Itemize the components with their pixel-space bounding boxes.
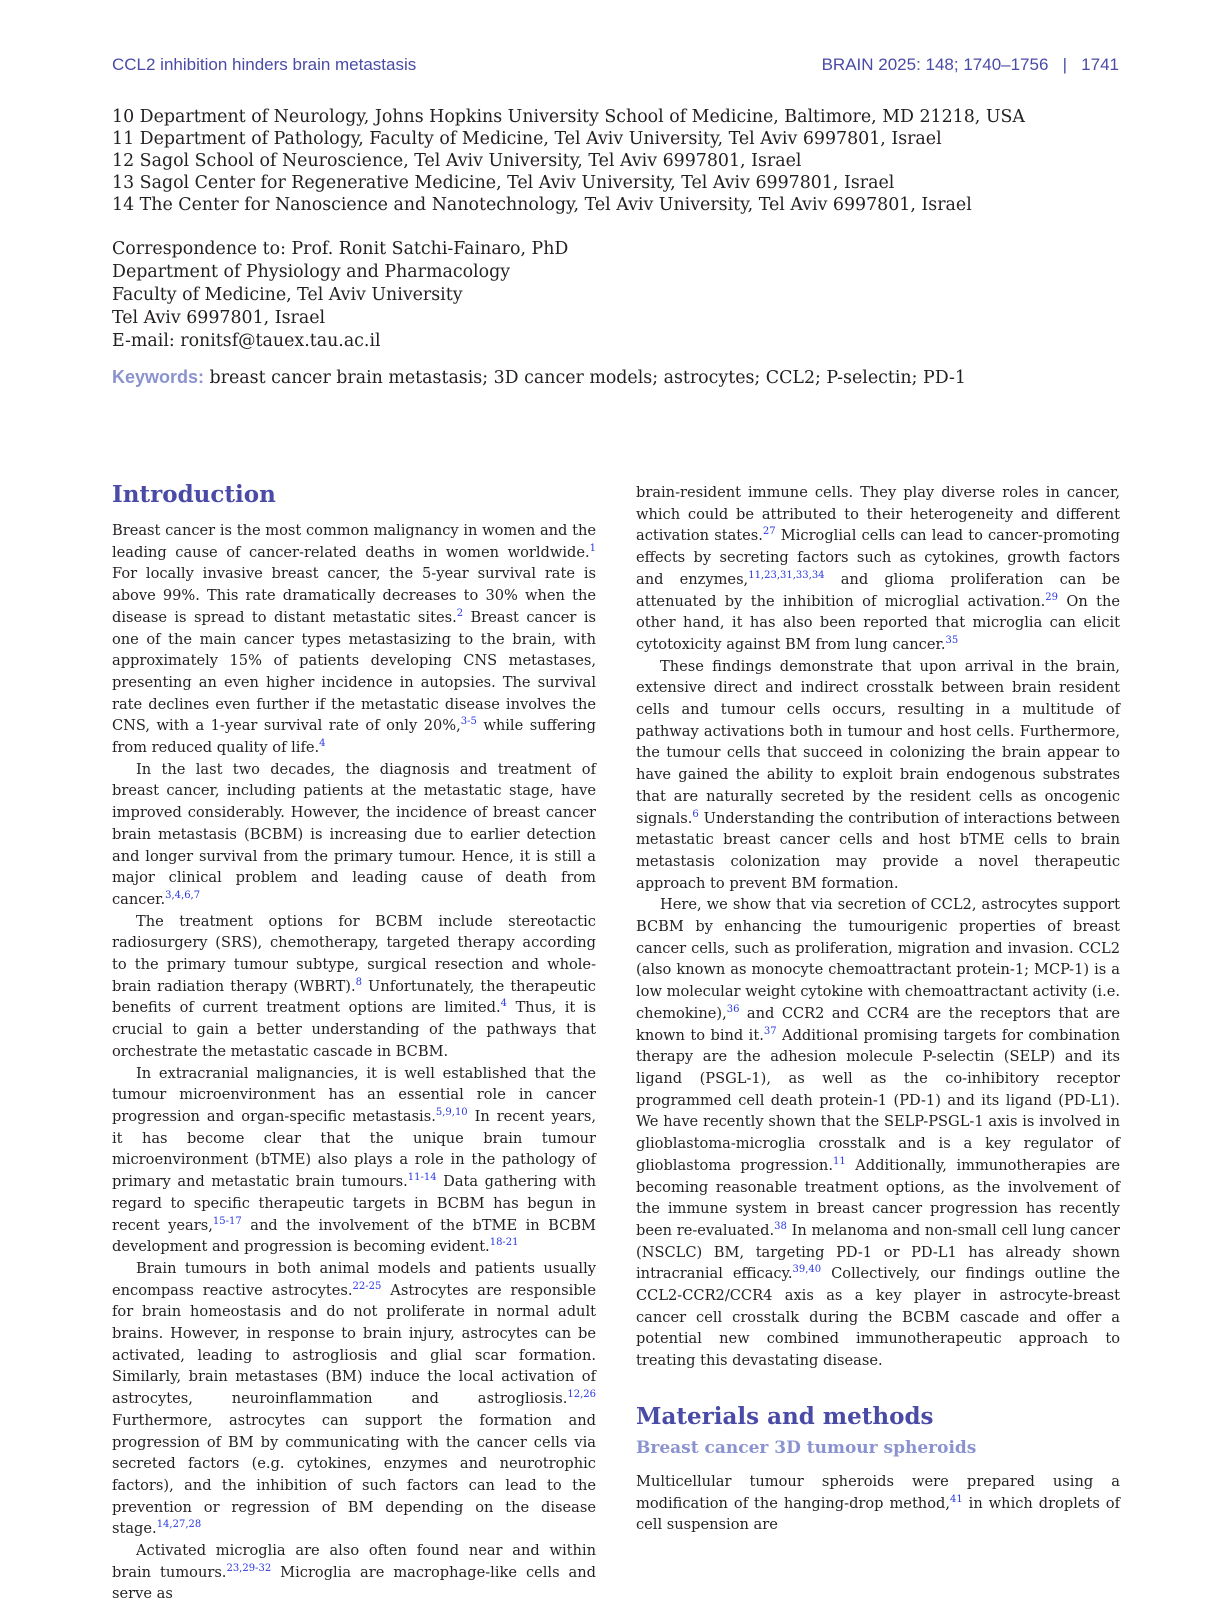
reference-link[interactable]: 12,26	[567, 1389, 596, 1401]
affiliation-line: 12 Sagol School of Neuroscience, Tel Aviv University, Tel Aviv 6997801, Israel	[112, 151, 802, 171]
introduction-heading: Introduction	[112, 481, 276, 508]
reference-link[interactable]: 11-14	[407, 1172, 437, 1184]
spheroids-subheading: Breast cancer 3D tumour spheroids	[636, 1437, 977, 1458]
reference-link[interactable]: 15-17	[212, 1215, 242, 1227]
affiliations-block	[112, 106, 1119, 216]
reference-link[interactable]: 4	[500, 998, 508, 1010]
reference-link[interactable]: 4	[319, 738, 326, 750]
intro-paragraph: Breast cancer is the most common malignancy in women and the leading cause of cancer-related deaths in women worldwide.$^1$ For locally invasive breast cancer, the 5-year survival rate is above 99%. This rate dramatically decreases to 30% when the disease is spread to distant metastatic sites.$^2$ Breast cancer is one of the main cancer types metastasizing to the brain, with approximately 15% of patients developing CNS metastases, presenting an even higher incidence in autopsies. The survival rate declines even further if the metastatic disease involves the CNS, with a 1-year survival rate of only 20%,$^{3-5}$ while suffering from reduced quality of life.$^4$	[112, 522, 596, 757]
keywords-text: breast cancer brain metastasis; 3D cancer models; astrocytes; CCL2; P-selectin; PD-1	[204, 368, 966, 388]
intro-paragraph: In extracranial malignancies, it is well established that the tumour microenvironment has an essential role in cancer progression and organ-specific metastasis.$^{5,9,10}$ In recent years, it has become clear that the unique brain tumour microenvironment (bTME) also plays a role in the pathology of primary and metastatic brain tumours.$^{11-14}$ Data gathering with regard to specific therapeutic targets in BCBM has begun in recent years,$^{15-17}$ and the involvement of the bTME in BCBM development and progression is becoming evident.$^{18-21}$	[112, 1064, 597, 1256]
intro-paragraph: Brain tumours in both animal models and patients usually encompass reactive astrocytes.$^{22-25}$ Astrocytes are responsible for brain homeostasis and do not proliferate in normal adult brains. However, in response to brain injury, astrocytes can be activated, leading to astrogliosis and glial scar formation. Similarly, brain metastases (BM) induce the local activation of astrocytes, neuroinflammation and astrogliosis.$^{12,26}$ Furthermore, astrocytes can support the formation and progression of BM by communicating with the cancer cells via secreted factors (e.g. cytokines, enzymes and neurotrophic factors), and the inhibition of such factors can lead to the prevention or regression of BM depending on the disease stage.$^{14,27,28}$	[112, 1259, 596, 1538]
keywords-label: Keywords:	[112, 367, 205, 387]
methods-paragraph: Multicellular tumour spheroids were prepared using a modification of the hanging-drop method,$^{41}$ in which droplets of cell suspension are	[636, 1472, 1120, 1534]
reference-link[interactable]: 8	[355, 976, 363, 988]
correspondence-line: Correspondence to: Prof. Ronit Satchi-Fainaro, PhD	[112, 239, 569, 259]
reference-link[interactable]: 11,23,31,33,34	[748, 569, 825, 581]
reference-link[interactable]: 14,27,28	[156, 1519, 202, 1531]
correspondence-line: Faculty of Medicine, Tel Aviv University	[112, 285, 463, 305]
intro-paragraph: These findings demonstrate that upon arrival in the brain, extensive direct and indirect crosstalk between brain resident cells and tumour cells occurs, resulting in a multitude of pathway activations both in tumour and host cells. Furthermore, the tumour cells that succeed in colonizing the brain appear to have gained the ability to exploit brain endogenous substrates that are naturally secreted by the resident cells as oncogenic signals.$^6$ Understanding the contribution of interactions between metastatic breast cancer cells and host bTME cells to brain metastasis colonization may provide a novel therapeutic approach to prevent BM formation.	[636, 657, 1120, 892]
intro-paragraph: brain-resident immune cells. They play diverse roles in cancer, which could be attributed to their heterogeneity and different activation states.$^{27}$ Microglial cells can lead to cancer-promoting effects by secreting factors such as cytokines, growth factors and enzymes,$^{11,23,31,33,34}$ and glioma proliferation can be attenuated by the inhibition of microglial activation.$^{29}$ On the other hand, it has also been reported that microglia can elicit cytotoxicity against BM from lung cancer.$^{35}$	[636, 484, 1121, 653]
reference-link[interactable]: 39,40	[792, 1264, 822, 1276]
correspondence-line: Department of Physiology and Pharmacology	[112, 262, 511, 282]
reference-link[interactable]: 5,9,10	[435, 1107, 468, 1119]
reference-link[interactable]: 18-21	[489, 1237, 519, 1249]
reference-link[interactable]: 36	[726, 1004, 740, 1016]
running-title: CCL2 inhibition hinders brain metastasis	[112, 55, 417, 74]
reference-link[interactable]: 3-5	[460, 716, 477, 728]
intro-paragraph: Activated microglia are also often found near and within brain tumours.$^{23,29-32}$ Microglia are macrophage-like cells and serve as	[112, 1542, 596, 1603]
correspondence-line: Tel Aviv 6997801, Israel	[112, 308, 326, 328]
reference-link[interactable]: 22-25	[352, 1280, 382, 1292]
intro-paragraph: The treatment options for BCBM include stereotactic radiosurgery (SRS), chemotherapy, targeted therapy according to the primary tumour subtype, surgical resection and whole-brain radiation therapy (WBRT).$^8$ Unfortunately, the therapeutic benefits of current treatment options are limited.$^4$ Thus, it is crucial to gain a better understanding of the pathways that orchestrate the metastatic cascade in BCBM.	[112, 912, 596, 1060]
reference-link[interactable]: 38	[774, 1221, 787, 1233]
intro-paragraph: In the last two decades, the diagnosis and treatment of breast cancer, including patients at the metastatic stage, have improved considerably. However, the incidence of breast cancer brain metastasis (BCBM) is increasing due to earlier detection and longer survival from the primary tumour. Hence, it is still a major clinical problem and leading cause of death from cancer.$^{3,4,6,7}$	[112, 760, 596, 908]
keywords-line	[112, 366, 1119, 389]
reference-link[interactable]: 23,29-32	[226, 1562, 272, 1574]
right-column	[636, 482, 1120, 1536]
methods-heading: Materials and methods	[636, 1402, 934, 1430]
reference-link[interactable]: 6	[692, 808, 699, 820]
reference-link[interactable]: 3,4,6,7	[165, 890, 201, 902]
correspondence-email: E-mail: ronitsf@tauex.tau.ac.il	[112, 331, 381, 351]
reference-link[interactable]: 11	[832, 1155, 846, 1167]
reference-link[interactable]: 35	[945, 635, 959, 647]
reference-link[interactable]: 41	[949, 1493, 963, 1505]
reference-link[interactable]: 27	[762, 526, 776, 538]
affiliation-line: 14 The Center for Nanoscience and Nanotechnology, Tel Aviv University, Tel Aviv 6997801, Israel	[112, 195, 972, 215]
running-header	[112, 55, 1119, 79]
reference-link[interactable]: 1	[589, 542, 596, 554]
correspondence-block	[112, 238, 1119, 353]
affiliation-line: 13 Sagol Center for Regenerative Medicine, Tel Aviv University, Tel Aviv 6997801, Israel	[112, 173, 895, 193]
intro-paragraph: Here, we show that via secretion of CCL2, astrocytes support BCBM by enhancing the tumourigenic properties of breast cancer cells, such as proliferation, migration and invasion. CCL2 (also known as monocyte chemoattractant protein-1; MCP-1) is a low molecular weight cytokine with chemoattractant activity (i.e. chemokine),$^{36}$ and CCR2 and CCR4 are the receptors that are known to bind it.$^{37}$ Additional promising targets for combination therapy are the adhesion molecule P-selectin (SELP) and its ligand (PSGL-1), as well as the co-inhibitory receptor programmed cell death protein-1 (PD-1) and its ligand (PD-L1). We have recently shown that the SELP-PSGL-1 axis is involved in glioblastoma-microglia crosstalk and is a key regulator of glioblastoma progression.$^{11}$ Additionally, immunotherapies are becoming reasonable treatment options, as the involvement of the immune system in breast cancer progression has recently been re-evaluated.$^{38}$ In melanoma and non-small cell lung cancer (NSCLC) BM, targeting PD-1 or PD-L1 has already shown intracranial efficacy.$^{39,40}$ Collectively, our findings outline the CCL2-CCR2/CCR4 axis as a key player in astrocyte-breast cancer cell crosstalk during the BCBM cascade and offer a potential new combined immunotherapeutic approach to treating this devastating disease.	[636, 896, 1120, 1370]
affiliation-line: 10 Department of Neurology, Johns Hopkins University School of Medicine, Baltimore, MD 21218, USA	[112, 107, 1025, 127]
affiliation-line: 11 Department of Pathology, Faculty of Medicine, Tel Aviv University, Tel Aviv 6997801, Israel	[112, 129, 942, 149]
reference-link[interactable]: 2	[456, 607, 464, 619]
journal-citation: BRAIN 2025: 148; 1740–1756 | 1741	[821, 55, 1119, 74]
reference-link[interactable]: 37	[763, 1025, 777, 1037]
reference-link[interactable]: 29	[1045, 591, 1059, 603]
left-column	[112, 480, 596, 1605]
